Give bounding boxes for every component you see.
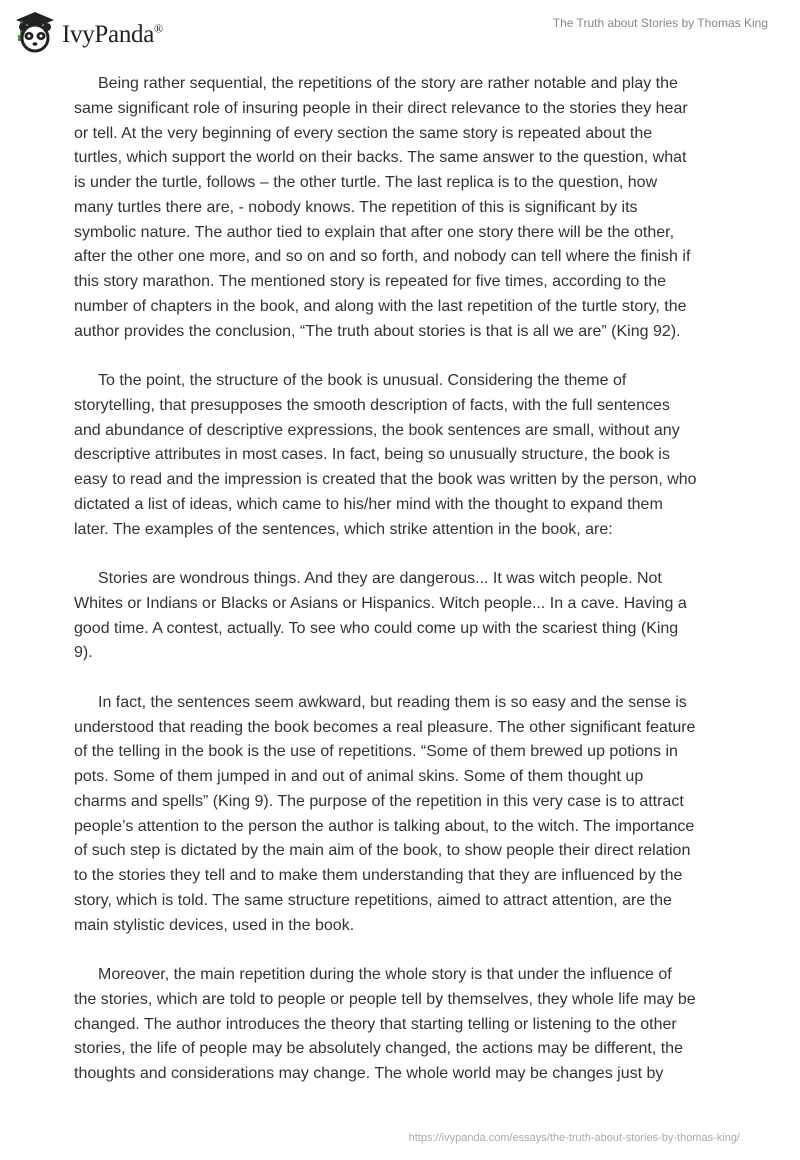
paragraph-line: story, which is told. The same structure repetitions, aimed to attract attention, are the xyxy=(74,891,672,909)
paragraph-line: charms and spells” (King 9). The purpose of the repetition in this very case is to attract xyxy=(74,792,684,810)
essay-paragraph xyxy=(74,72,754,344)
registered-mark: ® xyxy=(154,21,163,36)
paragraph-line: symbolic nature. The author tied to explain that after one story there will be the other, xyxy=(74,223,675,241)
paragraph-line: to the stories they tell and to make them understanding that they are influenced by the xyxy=(74,867,683,884)
paragraph-line: main stylistic devices, used in the book. xyxy=(74,916,355,934)
paragraph-line: number of chapters in the book, and along with the last repetition of the turtle story, the xyxy=(74,297,687,315)
panda-graduate-icon xyxy=(12,8,58,54)
essay-paragraph xyxy=(74,963,754,1087)
paragraph-line: same significant role of insuring people in their direct relevance to the stories they hear xyxy=(74,99,688,117)
logo-text xyxy=(62,21,163,49)
paragraph-line: after the other one more, and so on and so forth, and nobody can tell where the finish if xyxy=(74,248,691,266)
paragraph-line: later. The examples of the sentences, which strike attention in the book, are: xyxy=(74,520,613,538)
footer-url[interactable]: https://ivypanda.com/essays/the-truth-about-stories-by-thomas-king/ xyxy=(408,1132,740,1144)
paragraph-line: many turtles there are, - nobody knows. The repetition of this is significant by its xyxy=(74,198,638,216)
ivypanda-logo[interactable] xyxy=(12,8,163,54)
paragraph-line: dictated a list of ideas, which came to his/her mind with the thought to expand them xyxy=(74,495,663,513)
paragraph-line: turtles, which support the world on their backs. The same answer to the question, what xyxy=(74,149,687,167)
paragraph-line: or tell. At the very beginning of every section the same story is repeated about the xyxy=(74,124,653,142)
essay-body xyxy=(74,72,754,1112)
paragraph-line: good time. A contest, actually. To see who could come up with the scariest thing (King xyxy=(74,619,679,637)
paragraph-line: is under the turtle, follows – the other turtle. The last replica is to the question, how xyxy=(74,174,658,191)
essay-paragraph xyxy=(74,369,754,542)
paragraph-line: stories, the life of people may be absolutely changed, the actions may be different, the xyxy=(74,1040,683,1058)
paragraph-line: Whites or Indians or Blacks or Asians or Hispanics. Witch people... In a cave. Having a xyxy=(74,594,687,612)
paragraph-line: Being rather sequential, the repetitions of the story are rather notable and play the xyxy=(98,75,678,92)
paragraph-line: understood that reading the book becomes a real pleasure. The other significant feature xyxy=(74,718,696,736)
paragraph-line: 9). xyxy=(74,644,93,662)
paragraph-line: thoughts and considerations may change. The whole world may be changes just by xyxy=(74,1065,664,1082)
paragraph-line: To the point, the structure of the book is unusual. Considering the theme of xyxy=(98,372,627,389)
document-title: The Truth about Stories by Thomas King xyxy=(552,16,768,30)
paragraph-line: In fact, the sentences seem awkward, but reading them is so easy and the sense is xyxy=(98,693,687,711)
paragraph-line: of the telling in the book is the use of repetitions. “Some of them brewed up potions in xyxy=(74,743,678,761)
paragraph-line: storytelling, that presupposes the smooth description of facts, with the full sentences xyxy=(74,396,670,414)
paragraph-line: people’s attention to the person the author is talking about, to the witch. The importance xyxy=(74,817,695,835)
essay-paragraph xyxy=(74,567,754,666)
paragraph-line: pots. Some of them jumped in and out of animal skins. Some of them thought up xyxy=(74,768,644,785)
logo-wordmark: IvyPanda xyxy=(62,21,155,48)
paragraph-line: descriptive attributes in most cases. In fact, being so unusually structure, the book is xyxy=(74,446,670,464)
paragraph-line: Moreover, the main repetition during the whole story is that under the influence of xyxy=(98,966,672,983)
paragraph-line: author provides the conclusion, “The truth about stories is that is all we are” (King 92). xyxy=(74,322,681,340)
paragraph-line: of such step is dictated by the main aim of the book, to show people their direct relation xyxy=(74,842,691,860)
paragraph-line: changed. The author introduces the theory that starting telling or listening to the other xyxy=(74,1015,677,1033)
paragraph-line: easy to read and the impression is created that the book was written by the person, who xyxy=(74,471,697,488)
paragraph-line: Stories are wondrous things. And they are dangerous... It was witch people. Not xyxy=(98,570,662,587)
essay-paragraph xyxy=(74,691,754,939)
paragraph-line: this story marathon. The mentioned story is repeated for five times, according to the xyxy=(74,273,666,290)
paragraph-line: the stories, which are told to people or people tell by themselves, they whole life may be xyxy=(74,990,696,1008)
paragraph-line: and abundance of descriptive expressions, the book sentences are small, without any xyxy=(74,421,680,439)
